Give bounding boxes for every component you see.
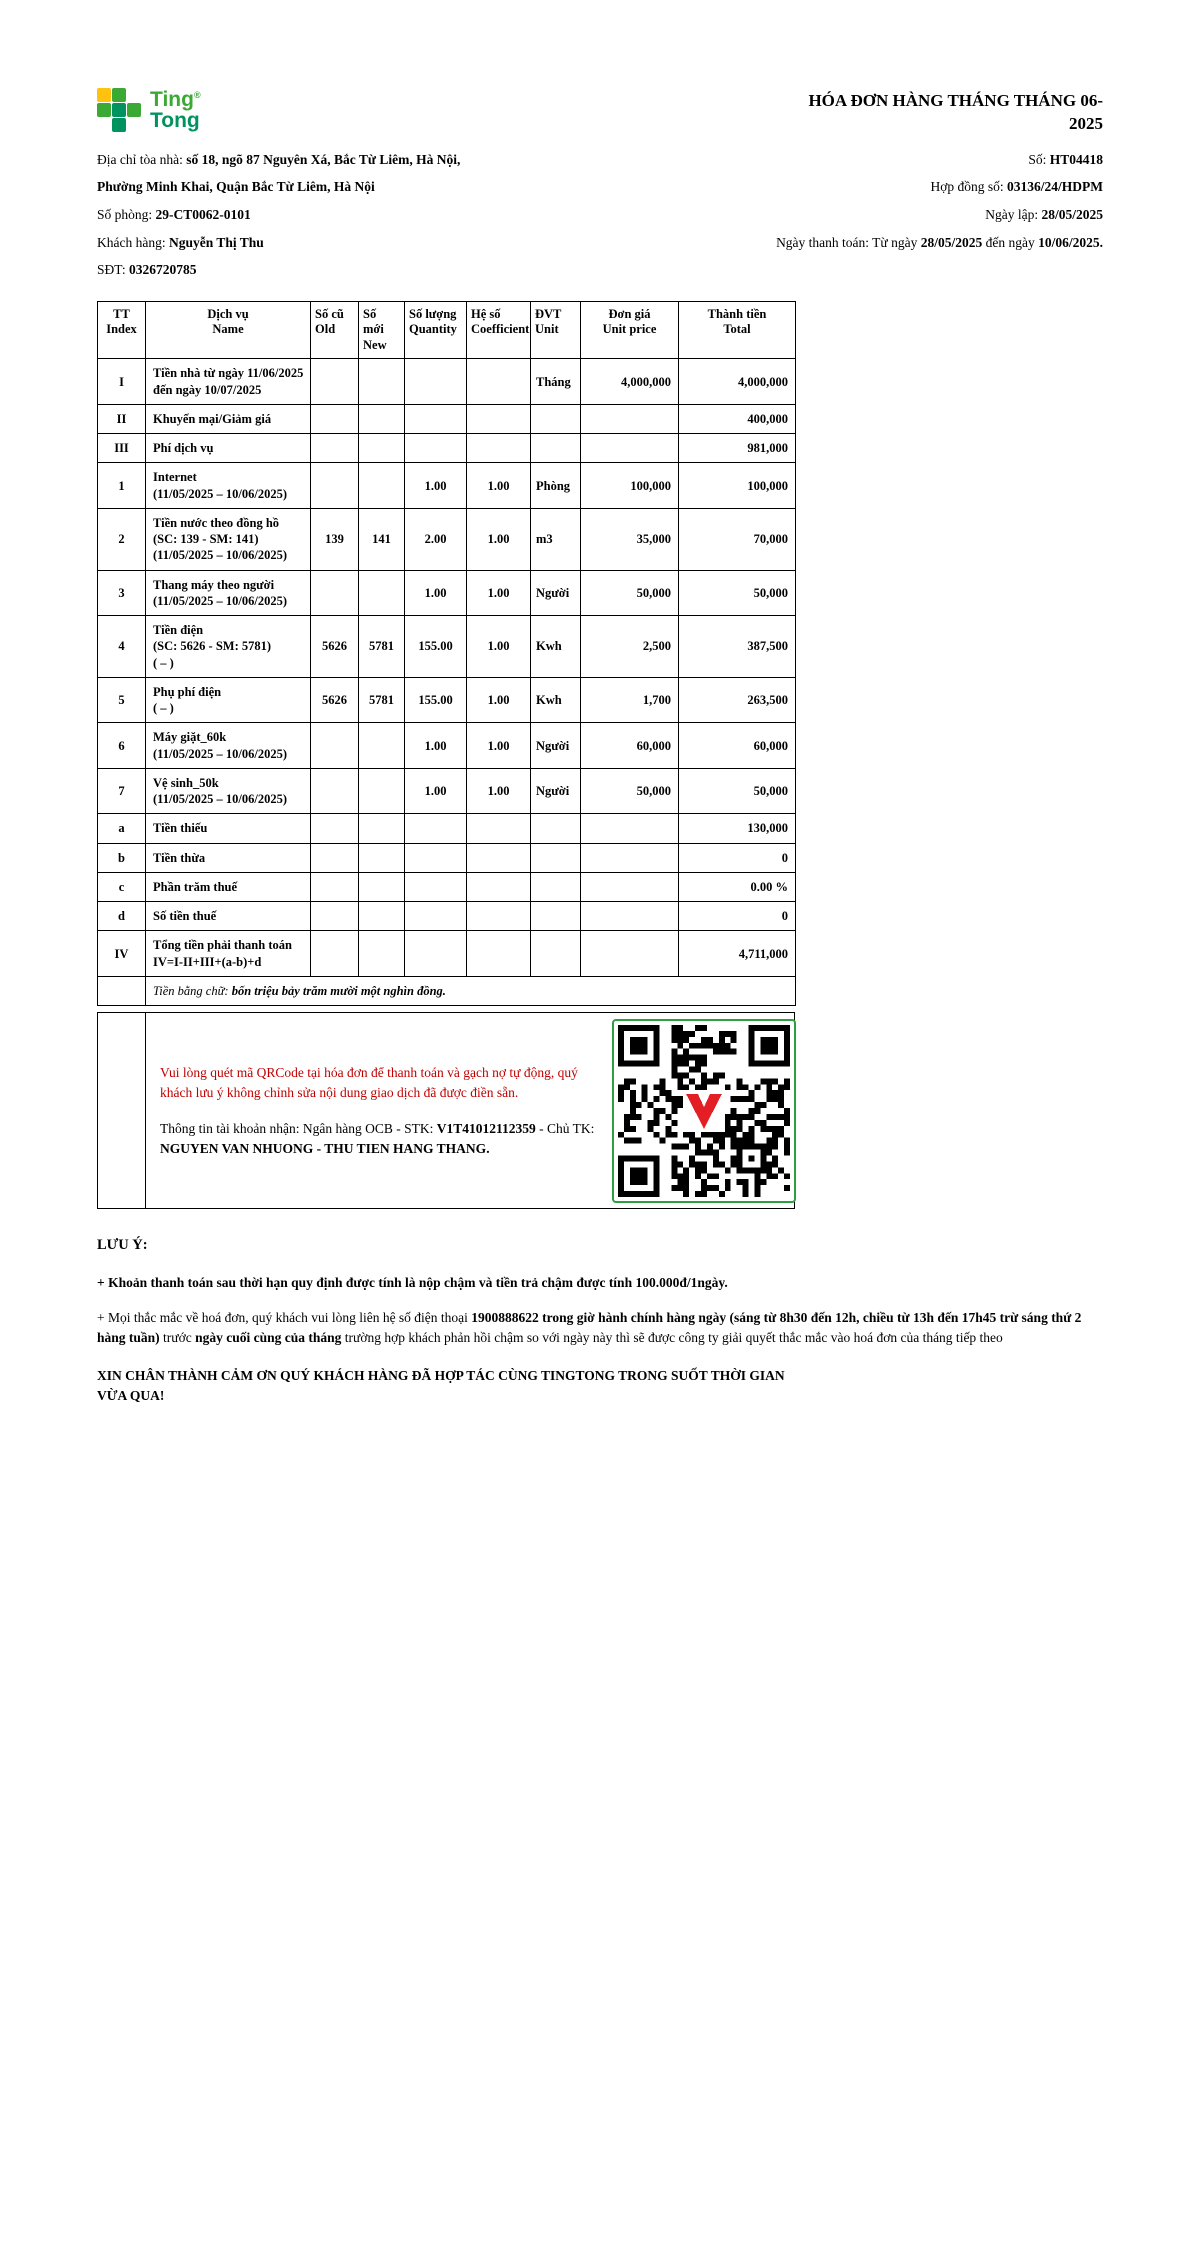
cell-new [359, 814, 405, 843]
table-row [98, 404, 796, 433]
cell-total: 0.00 % [679, 872, 796, 901]
table-row [98, 723, 796, 769]
table-row [98, 463, 796, 509]
notes-title: LƯU Ý: [97, 1237, 148, 1254]
cell-unit: Tháng [531, 359, 581, 405]
cell-coef [467, 931, 531, 977]
cell-tt: 2 [98, 508, 146, 570]
cell-name: Vệ sinh_50k (11/05/2025 – 10/06/2025) [146, 768, 311, 814]
invoice-info [97, 151, 1103, 289]
logo-pixel [127, 103, 141, 117]
cell-unit [531, 931, 581, 977]
cell-tt: a [98, 814, 146, 843]
cell-total: 0 [679, 843, 796, 872]
cell-name: Tiền thiếu [146, 814, 311, 843]
invoice-info-right [703, 151, 1103, 289]
cell-total: 4,711,000 [679, 931, 796, 977]
cell-qty: 1.00 [405, 463, 467, 509]
cell-price: 35,000 [581, 508, 679, 570]
registered-mark: ® [193, 89, 201, 100]
cell-unit [531, 872, 581, 901]
invoice-number: Số: HT04418 [1028, 151, 1103, 167]
cell-new [359, 434, 405, 463]
cell-old [311, 768, 359, 814]
cell-unit: Người [531, 570, 581, 616]
cell-total: 50,000 [679, 768, 796, 814]
cell-old [311, 404, 359, 433]
cell-name: Phụ phí điện ( – ) [146, 677, 311, 723]
cell-price: 4,000,000 [581, 359, 679, 405]
payment-period: Ngày thanh toán: Từ ngày 28/05/2025 đến ngày 10/06/2025. [776, 234, 1103, 250]
cell-qty: 155.00 [405, 677, 467, 723]
cell-unit: Kwh [531, 616, 581, 678]
table-row [98, 508, 796, 570]
cell-name: Máy giặt_60k (11/05/2025 – 10/06/2025) [146, 723, 311, 769]
customer-phone: SĐT: 0326720785 [97, 262, 197, 278]
cell-new [359, 359, 405, 405]
logo-pixel [112, 118, 126, 132]
cell-unit [531, 902, 581, 931]
cell-coef [467, 902, 531, 931]
qr-payment-notice: Vui lòng quét mã QRCode tại hóa đơn để thanh toán và gạch nợ tự động, quý khách lưu ý không chỉnh sửa nội dung giao dịch đã được điền sẵn. [160, 1065, 578, 1100]
customer-name: Khách hàng: Nguyễn Thị Thu [97, 234, 264, 250]
cell-price: 2,500 [581, 616, 679, 678]
cell-coef: 1.00 [467, 768, 531, 814]
column-header: ĐVT Unit [531, 301, 581, 359]
tingtong-logo [97, 88, 201, 132]
cell-coef [467, 843, 531, 872]
payment-section-spacer [98, 1013, 146, 1208]
cell-coef: 1.00 [467, 570, 531, 616]
amount-in-words-label: Tiền bằng chữ: [153, 983, 232, 998]
cell-unit: Người [531, 723, 581, 769]
cell-qty: 155.00 [405, 616, 467, 678]
cell-name: Tiền nước theo đồng hồ (SC: 139 - SM: 141) (11/05/2025 – 10/06/2025) [146, 508, 311, 570]
cell-qty: 1.00 [405, 570, 467, 616]
cell-name: Internet (11/05/2025 – 10/06/2025) [146, 463, 311, 509]
cell-coef [467, 434, 531, 463]
cell-price: 50,000 [581, 570, 679, 616]
cell-coef: 1.00 [467, 616, 531, 678]
cell-unit [531, 434, 581, 463]
cell-total: 50,000 [679, 570, 796, 616]
cell-price [581, 434, 679, 463]
invoice-table-body [98, 359, 796, 977]
cell-new [359, 404, 405, 433]
cell-old [311, 902, 359, 931]
cell-price [581, 931, 679, 977]
cell-coef: 1.00 [467, 723, 531, 769]
cell-name: Phí dịch vụ [146, 434, 311, 463]
cell-price [581, 872, 679, 901]
column-header: Hệ số Coefficient [467, 301, 531, 359]
cell-tt: c [98, 872, 146, 901]
footer-notes [97, 1235, 1103, 1406]
table-row [98, 872, 796, 901]
table-row [98, 434, 796, 463]
cell-price [581, 843, 679, 872]
qr-code-svg [618, 1025, 790, 1197]
cell-old [311, 814, 359, 843]
cell-total: 70,000 [679, 508, 796, 570]
room-number: Số phòng: 29-CT0062-0101 [97, 206, 251, 222]
page-header [97, 88, 1103, 136]
cell-total: 263,500 [679, 677, 796, 723]
cell-price: 50,000 [581, 768, 679, 814]
cell-new: 5781 [359, 616, 405, 678]
column-header: Số cũ Old [311, 301, 359, 359]
cell-price: 1,700 [581, 677, 679, 723]
cell-new [359, 463, 405, 509]
cell-old [311, 434, 359, 463]
cell-new [359, 843, 405, 872]
amount-in-words-value: bốn triệu bảy trăm mười một nghìn đồng. [231, 983, 446, 998]
cell-qty [405, 434, 467, 463]
building-address-line2: Phường Minh Khai, Quận Bắc Từ Liêm, Hà Nội [97, 179, 375, 195]
cell-total: 100,000 [679, 463, 796, 509]
column-header: Dịch vụ Name [146, 301, 311, 359]
cell-unit: Người [531, 768, 581, 814]
cell-tt: d [98, 902, 146, 931]
cell-name: Tiền điện (SC: 5626 - SM: 5781) ( – ) [146, 616, 311, 678]
column-header: Số lượng Quantity [405, 301, 467, 359]
cell-coef: 1.00 [467, 463, 531, 509]
table-row [98, 677, 796, 723]
cell-coef [467, 404, 531, 433]
cell-name: Phần trăm thuế [146, 872, 311, 901]
logo-pixel [97, 88, 111, 102]
invoice-info-left [97, 151, 677, 289]
cell-total: 981,000 [679, 434, 796, 463]
cell-new [359, 768, 405, 814]
cell-name: Khuyến mại/Giảm giá [146, 404, 311, 433]
cell-total: 60,000 [679, 723, 796, 769]
logo-pixel [112, 103, 126, 117]
issue-date: Ngày lập: 28/05/2025 [985, 206, 1103, 222]
cell-old: 5626 [311, 677, 359, 723]
cell-old [311, 570, 359, 616]
cell-old [311, 931, 359, 977]
cell-tt: 1 [98, 463, 146, 509]
logo-pixel [97, 103, 111, 117]
column-header: Số mới New [359, 301, 405, 359]
cell-total: 130,000 [679, 814, 796, 843]
cell-old [311, 359, 359, 405]
cell-price [581, 814, 679, 843]
cell-name: Tiền nhà từ ngày 11/06/2025 đến ngày 10/07/2025 [146, 359, 311, 405]
column-header: TT Index [98, 301, 146, 359]
cell-unit: Kwh [531, 677, 581, 723]
late-payment-note: + Khoản thanh toán sau thời hạn quy định được tính là nộp chậm và tiền trả chậm được tính 100.000đ/1ngày. [97, 1274, 728, 1290]
cell-qty: 1.00 [405, 768, 467, 814]
cell-price: 100,000 [581, 463, 679, 509]
payment-section-content [146, 1013, 801, 1208]
cell-price [581, 404, 679, 433]
qr-code [612, 1019, 796, 1203]
cell-name: Số tiền thuế [146, 902, 311, 931]
cell-qty [405, 814, 467, 843]
cell-qty [405, 872, 467, 901]
column-header: Thành tiền Total [679, 301, 796, 359]
cell-coef [467, 872, 531, 901]
cell-unit: m3 [531, 508, 581, 570]
cell-new [359, 723, 405, 769]
cell-old: 5626 [311, 616, 359, 678]
cell-tt [98, 976, 146, 1005]
cell-price: 60,000 [581, 723, 679, 769]
column-header: Đơn giá Unit price [581, 301, 679, 359]
cell-total: 4,000,000 [679, 359, 796, 405]
logo-wordmark [150, 89, 201, 132]
cell-old [311, 872, 359, 901]
table-row [98, 931, 796, 977]
bank-account-info: Thông tin tài khoản nhận: Ngân hàng OCB - STK: V1T41012112359 - Chủ TK: NGUYEN VAN NHUONG - THU TIEN HANG THANG. [160, 1121, 595, 1156]
cell-tt: IV [98, 931, 146, 977]
cell-tt: 4 [98, 616, 146, 678]
cell-tt: III [98, 434, 146, 463]
table-row [98, 902, 796, 931]
table-row [98, 359, 796, 405]
table-row [98, 768, 796, 814]
invoice-table-head-row [98, 301, 796, 359]
cell-name: Tiền thừa [146, 843, 311, 872]
cell-coef: 1.00 [467, 508, 531, 570]
cell-tt: 6 [98, 723, 146, 769]
cell-tt: II [98, 404, 146, 433]
table-row [98, 843, 796, 872]
table-row [98, 570, 796, 616]
cell-new: 5781 [359, 677, 405, 723]
cell-coef [467, 359, 531, 405]
cell-unit [531, 843, 581, 872]
cell-new [359, 872, 405, 901]
cell-unit [531, 814, 581, 843]
cell-qty [405, 404, 467, 433]
cell-name: Thang máy theo người (11/05/2025 – 10/06/2025) [146, 570, 311, 616]
cell-tt: I [98, 359, 146, 405]
cell-tt: b [98, 843, 146, 872]
cell-total: 0 [679, 902, 796, 931]
tingtong-logo-icon [97, 88, 141, 132]
table-row [98, 814, 796, 843]
amount-in-words-cell [146, 976, 796, 1005]
payment-section [97, 1012, 795, 1209]
cell-name: Tổng tiền phải thanh toán IV=I-II+III+(a-b)+d [146, 931, 311, 977]
cell-tt: 3 [98, 570, 146, 616]
thank-you-message: XIN CHÂN THÀNH CẢM ƠN QUÝ KHÁCH HÀNG ĐÃ HỢP TÁC CÙNG TINGTONG TRONG SUỐT THỜI GIAN VỪA QUA! [97, 1367, 785, 1403]
cell-coef [467, 814, 531, 843]
amount-in-words-row [98, 976, 796, 1005]
contact-note: + Mọi thắc mắc về hoá đơn, quý khách vui lòng liên hệ số điện thoại 1900888622 trong giờ hành chính hàng ngày (sáng từ 8h30 đến 12h, chiều từ 13h đến 17h45 trừ sáng thứ 2 hàng tuần) trước ngày cuối cùng của tháng trường hợp khách phản hồi chậm so với ngày này thì sẽ được công ty giải quyết thắc mắc vào hoá đơn của tháng tiếp theo [97, 1310, 1082, 1346]
cell-unit: Phòng [531, 463, 581, 509]
cell-new [359, 902, 405, 931]
cell-qty [405, 843, 467, 872]
cell-old [311, 843, 359, 872]
cell-price [581, 902, 679, 931]
cell-unit [531, 404, 581, 433]
cell-old: 139 [311, 508, 359, 570]
building-address-line1: Địa chỉ tòa nhà: số 18, ngõ 87 Nguyên Xá, Bắc Từ Liêm, Hà Nội, [97, 151, 461, 167]
cell-tt: 5 [98, 677, 146, 723]
cell-total: 400,000 [679, 404, 796, 433]
cell-new [359, 931, 405, 977]
cell-coef: 1.00 [467, 677, 531, 723]
cell-qty [405, 359, 467, 405]
cell-new: 141 [359, 508, 405, 570]
cell-new [359, 570, 405, 616]
table-row [98, 616, 796, 678]
cell-qty [405, 931, 467, 977]
cell-qty [405, 902, 467, 931]
cell-qty: 1.00 [405, 723, 467, 769]
contract-number: Hợp đồng số: 03136/24/HDPM [930, 179, 1103, 195]
cell-qty: 2.00 [405, 508, 467, 570]
cell-total: 387,500 [679, 616, 796, 678]
logo-text-tong: Tong [150, 109, 200, 132]
cell-old [311, 723, 359, 769]
cell-tt: 7 [98, 768, 146, 814]
payment-texts [160, 1063, 612, 1158]
logo-pixel [112, 88, 126, 102]
invoice-title: HÓA ĐƠN HÀNG THÁNG THÁNG 06-2025 [808, 91, 1103, 133]
invoice-table [97, 301, 796, 1007]
cell-old [311, 463, 359, 509]
logo-text-ting: Ting® [150, 87, 201, 111]
